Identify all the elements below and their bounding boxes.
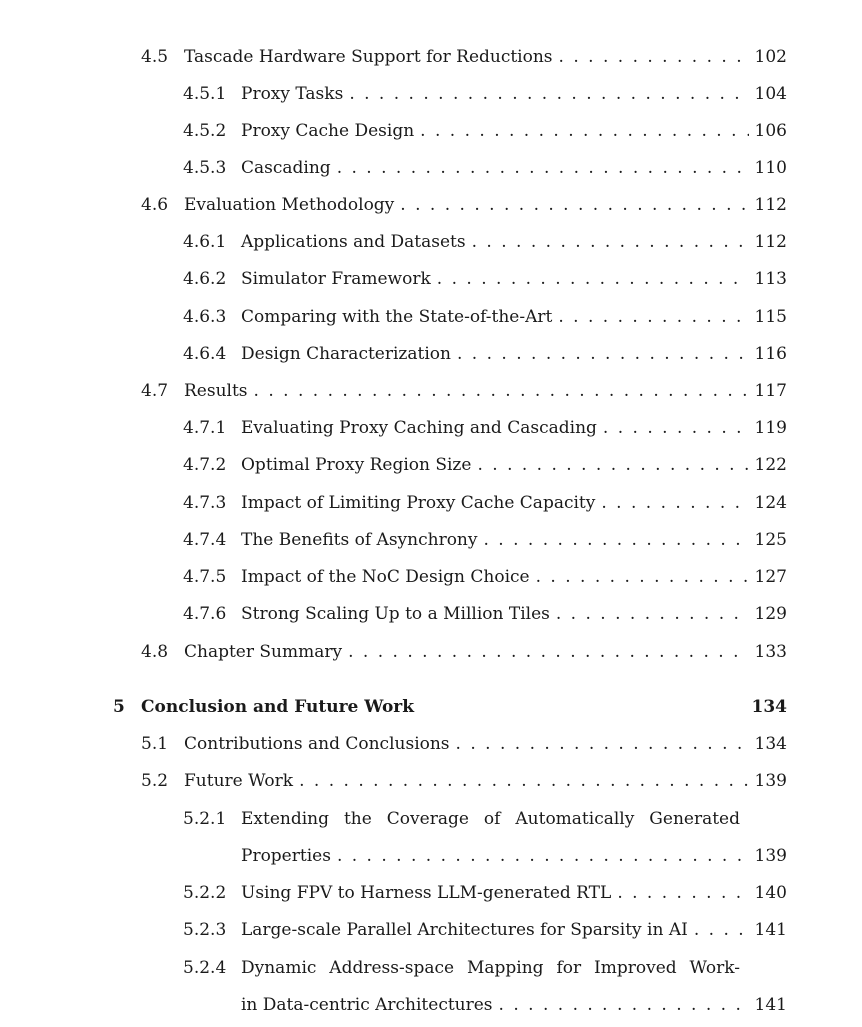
section-number: 4.7.4 — [183, 530, 227, 550]
section-title: Optimal Proxy Region Size — [241, 455, 472, 475]
page-number: 117 — [754, 381, 787, 401]
page-number: 106 — [754, 121, 787, 141]
section-number: 4.5.3 — [183, 158, 227, 178]
page-number: 140 — [754, 883, 787, 903]
page-number: 116 — [754, 344, 787, 364]
section-title-line2: Properties — [241, 846, 331, 866]
section-number: 5.2.3 — [183, 920, 227, 940]
dot-leader — [337, 843, 749, 869]
section-title: Results — [184, 381, 248, 401]
section-title: Evaluation Methodology — [184, 195, 395, 215]
section-number: 4.6 — [141, 195, 169, 215]
dot-leader — [499, 992, 749, 1018]
page-number: 102 — [754, 47, 787, 67]
toc-entry[interactable] — [183, 527, 787, 553]
section-title: Chapter Summary — [184, 642, 343, 662]
dot-leader — [349, 81, 748, 107]
toc-entry[interactable] — [183, 304, 787, 330]
section-number: 4.7.5 — [183, 567, 227, 587]
dot-leader — [254, 378, 749, 404]
section-number: 5.1 — [141, 734, 169, 754]
page-number: 113 — [754, 269, 787, 289]
page-number: 139 — [754, 846, 787, 866]
dot-leader — [603, 415, 749, 441]
page-number: 134 — [754, 734, 787, 754]
toc-entry[interactable] — [183, 452, 787, 478]
section-title: Strong Scaling Up to a Million Tiles — [241, 604, 550, 624]
section-number: 4.7.2 — [183, 455, 227, 475]
toc-entry[interactable] — [141, 378, 787, 404]
toc-entry[interactable] — [183, 341, 787, 367]
page-number: 141 — [754, 920, 787, 940]
chapter-title: Conclusion and Future Work — [141, 697, 415, 717]
dot-leader — [483, 527, 748, 553]
section-title: Design Characterization — [241, 344, 451, 364]
toc-chapter-entry[interactable] — [113, 694, 787, 720]
toc-entry[interactable] — [183, 118, 787, 144]
section-title: Simulator Framework — [241, 269, 431, 289]
section-title: Large-scale Parallel Architectures for Sparsity in AI — [241, 920, 688, 940]
toc-entry[interactable] — [183, 601, 787, 627]
page-number: 129 — [754, 604, 787, 624]
section-title: Using FPV to Harness LLM-generated RTL — [241, 883, 612, 903]
section-number: 4.5.2 — [183, 121, 227, 141]
toc-entry[interactable] — [183, 266, 787, 292]
section-number: 4.6.2 — [183, 269, 227, 289]
toc-entry[interactable] — [141, 731, 787, 757]
section-number: 4.7.3 — [183, 493, 227, 513]
dot-leader — [337, 155, 749, 181]
dot-leader — [457, 341, 749, 367]
dot-leader — [472, 229, 749, 255]
dot-leader — [299, 768, 748, 794]
section-number: 4.5.1 — [183, 84, 227, 104]
section-number: 4.5 — [141, 47, 169, 67]
section-title-line2: in Data-centric Architectures — [241, 995, 493, 1015]
page-number: 119 — [754, 418, 787, 438]
dot-leader — [536, 564, 749, 590]
section-title: Proxy Cache Design — [241, 121, 415, 141]
section-number: 5.2.4 — [183, 958, 227, 978]
page-number: 112 — [754, 195, 787, 215]
section-title: Comparing with the State-of-the-Art — [241, 307, 553, 327]
section-number: 5.2 — [141, 771, 169, 791]
dot-leader — [617, 880, 748, 906]
dot-leader — [400, 192, 748, 218]
section-number: 4.8 — [141, 642, 169, 662]
dot-leader — [558, 304, 748, 330]
dot-leader — [456, 731, 749, 757]
section-number: 4.7 — [141, 381, 169, 401]
dot-leader — [601, 490, 748, 516]
page-number: 115 — [754, 307, 787, 327]
section-number: 4.7.1 — [183, 418, 227, 438]
section-title: Impact of Limiting Proxy Cache Capacity — [241, 493, 596, 513]
section-title: The Benefits of Asynchrony — [241, 530, 478, 550]
toc-entry[interactable] — [183, 81, 787, 107]
dot-leader — [477, 452, 748, 478]
toc-entry[interactable] — [183, 155, 787, 181]
toc-entry[interactable] — [183, 415, 787, 441]
page-number: 141 — [754, 995, 787, 1015]
section-title: Cascading — [241, 158, 331, 178]
toc-entry[interactable] — [141, 768, 787, 794]
dot-leader — [437, 266, 749, 292]
toc-entry[interactable] — [183, 564, 787, 590]
section-title: Evaluating Proxy Caching and Cascading — [241, 418, 597, 438]
section-number: 4.6.4 — [183, 344, 227, 364]
section-title: Impact of the NoC Design Choice — [241, 567, 530, 587]
page-number: 134 — [751, 697, 787, 717]
dot-leader — [694, 917, 749, 943]
toc-entry-continuation[interactable] — [241, 843, 787, 869]
toc-entry[interactable] — [141, 639, 787, 665]
dot-leader — [420, 118, 748, 144]
section-title: Contributions and Conclusions — [184, 734, 450, 754]
page-number: 124 — [754, 493, 787, 513]
toc-entry-continuation[interactable] — [241, 992, 787, 1018]
section-title-line1: Dynamic Address-space Mapping for Improved Work- — [241, 958, 740, 978]
section-title-line1: Extending the Coverage of Automatically Generated — [241, 809, 740, 829]
page-number: 139 — [754, 771, 787, 791]
section-title: Tascade Hardware Support for Reductions — [184, 47, 553, 67]
section-title: Future Work — [184, 771, 294, 791]
toc-entry[interactable] — [183, 490, 787, 516]
section-number: 5.2.2 — [183, 883, 227, 903]
dot-leader — [556, 601, 749, 627]
section-number: 4.7.6 — [183, 604, 227, 624]
page-number: 104 — [754, 84, 787, 104]
page-number: 125 — [754, 530, 787, 550]
dot-leader — [348, 639, 748, 665]
toc-entry[interactable] — [183, 917, 787, 943]
section-number: 4.6.1 — [183, 232, 227, 252]
chapter-number: 5 — [113, 697, 125, 717]
section-number: 4.6.3 — [183, 307, 227, 327]
section-title: Proxy Tasks — [241, 84, 344, 104]
page-number: 127 — [754, 567, 787, 587]
toc-entry[interactable] — [183, 880, 787, 906]
page-number: 112 — [754, 232, 787, 252]
section-title: Applications and Datasets — [241, 232, 466, 252]
page-number: 110 — [754, 158, 787, 178]
toc-entry[interactable] — [141, 192, 787, 218]
toc-entry[interactable] — [183, 229, 787, 255]
dot-leader — [559, 44, 749, 70]
page-number: 122 — [754, 455, 787, 475]
page-number: 133 — [754, 642, 787, 662]
section-number: 5.2.1 — [183, 809, 227, 829]
toc-entry[interactable] — [141, 44, 787, 70]
